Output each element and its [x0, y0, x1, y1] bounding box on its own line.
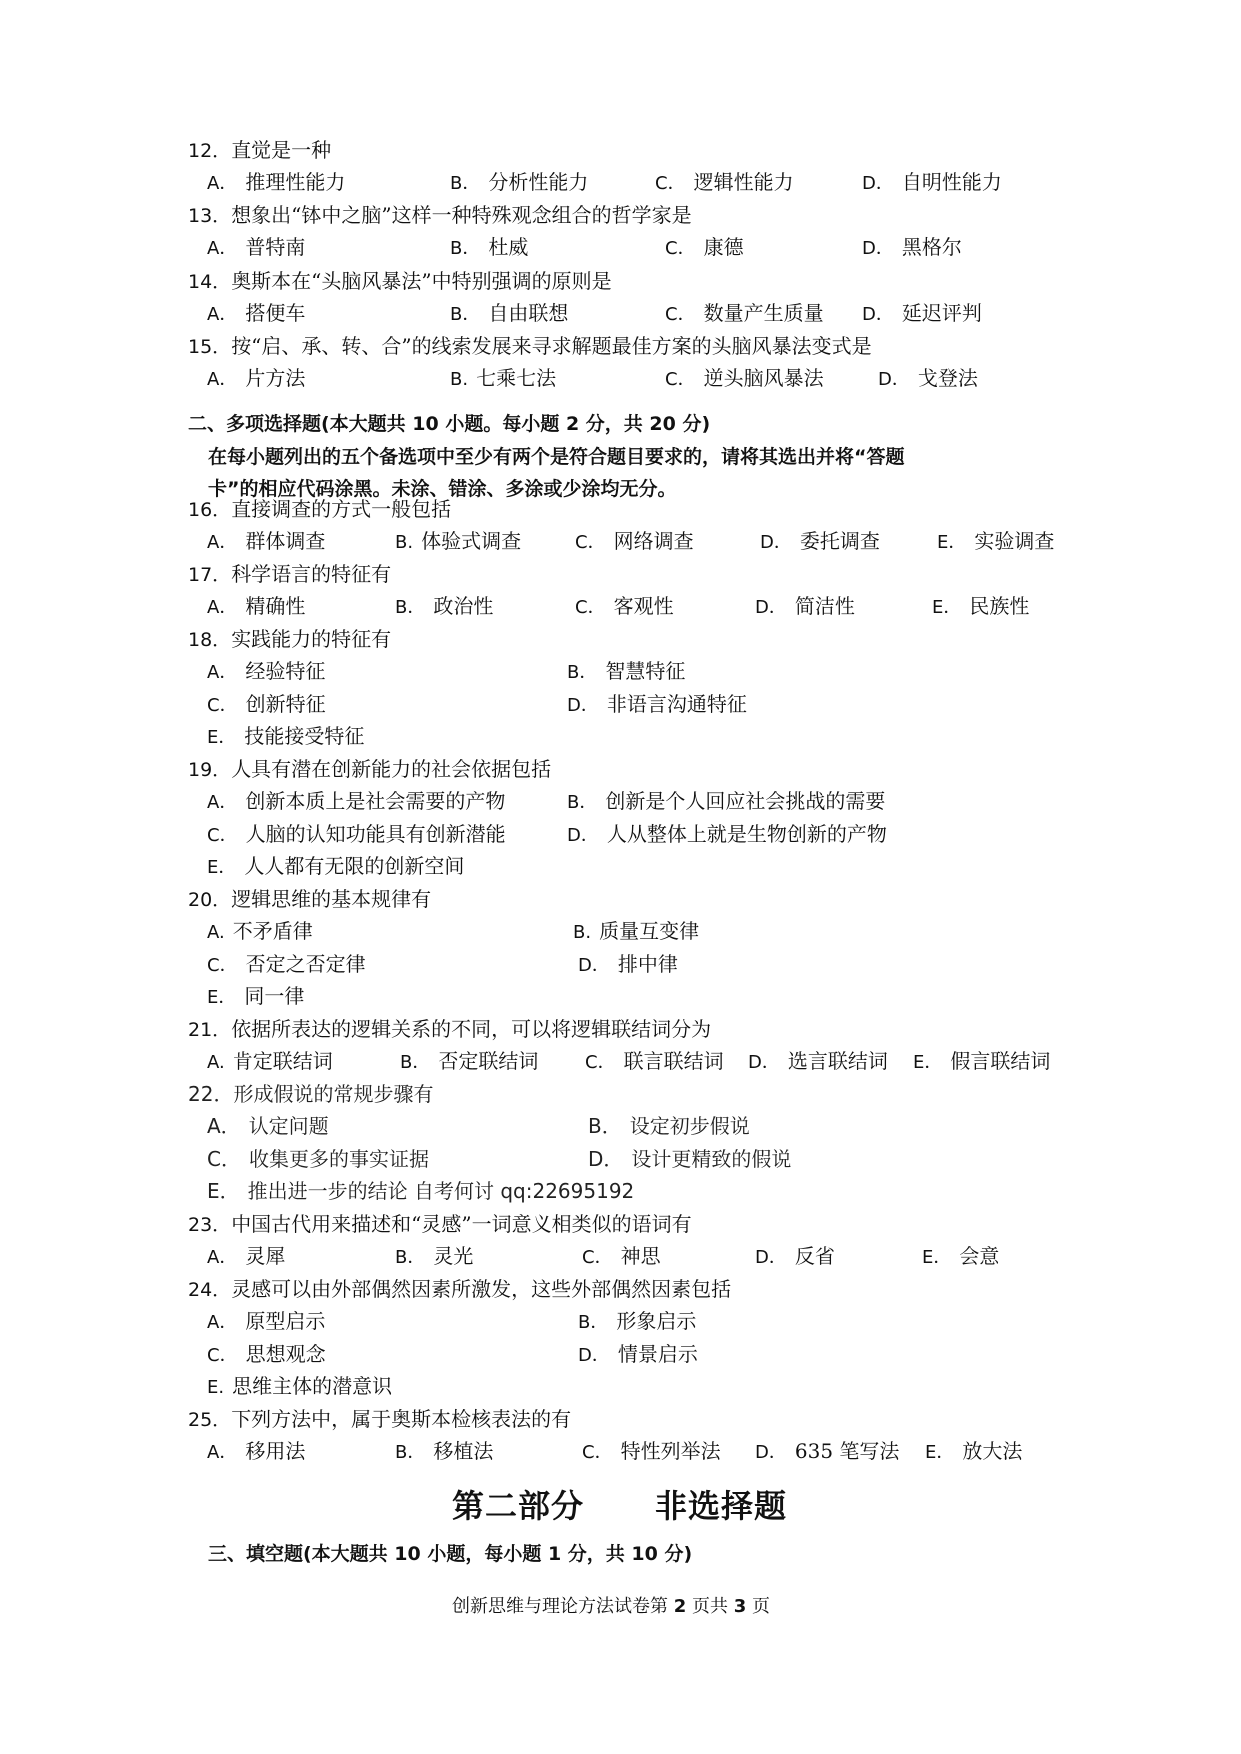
option-letter: D．	[862, 304, 894, 325]
question-number: 17．	[188, 564, 232, 586]
option-text: 智慧特征	[605, 659, 686, 683]
answer-option	[395, 1242, 473, 1272]
option-letter: A.	[207, 922, 225, 943]
answer-option	[450, 299, 568, 329]
option-letter: D．	[755, 597, 787, 618]
option-text: 收集更多的事实证据	[248, 1146, 429, 1171]
option-text: 思想观念	[245, 1341, 326, 1366]
option-text: 设定初步假说	[629, 1114, 750, 1138]
question-text: 下列方法中，属于奥斯本检核表法的有	[231, 1407, 572, 1431]
option-text: 人从整体上就是生物创新的产物	[606, 821, 887, 846]
option-letter: A.	[207, 1052, 225, 1073]
answer-option	[925, 1437, 1022, 1467]
question-text: 逻辑思维的基本规律有	[231, 887, 432, 911]
option-text: 思维主体的潜意识	[232, 1374, 393, 1398]
question-text: 奥斯本在“头脑风暴法”中特别强调的原则是	[231, 269, 612, 293]
question-text: 灵感可以由外部偶然因素所激发，这些外部偶然因素包括	[231, 1277, 732, 1301]
question-number: 15．	[188, 336, 232, 358]
answer-option	[207, 722, 364, 752]
option-text: 推出进一步的结论 自考何讨 qq:22695192	[247, 1179, 635, 1203]
option-letter: C．	[582, 1247, 613, 1268]
option-text: 七乘七法	[476, 366, 557, 390]
answer-option	[575, 527, 694, 557]
option-letter: B．	[588, 1114, 622, 1138]
option-letter: C．	[585, 1052, 616, 1073]
option-text: 放大法	[962, 1439, 1023, 1463]
answer-option	[450, 233, 528, 263]
answer-option	[207, 168, 345, 198]
option-text: 不矛盾律	[232, 919, 313, 943]
option-text: 简洁性	[794, 594, 855, 618]
option-letter: C．	[575, 597, 606, 618]
option-text: 数量产生质量	[703, 301, 824, 325]
option-letter: D．	[588, 1146, 624, 1171]
answer-option	[665, 364, 824, 394]
option-letter: A．	[207, 369, 238, 390]
answer-option	[913, 1047, 1050, 1077]
option-text: 肯定联结词	[232, 1049, 333, 1073]
option-letter: C．	[575, 532, 606, 553]
option-letter: A．	[207, 662, 238, 683]
answer-option	[862, 233, 962, 263]
question-number: 16．	[188, 499, 232, 521]
option-text: 经验特征	[245, 659, 326, 683]
answer-option	[582, 1242, 661, 1272]
option-text: 人人都有无限的创新空间	[244, 854, 465, 878]
option-text: 政治性	[433, 594, 494, 618]
answer-option	[207, 527, 325, 557]
question-stem	[188, 1275, 731, 1304]
option-letter: E．	[207, 1179, 240, 1203]
option-letter: B．	[567, 792, 598, 813]
answer-option	[755, 1437, 899, 1467]
option-letter: B.	[450, 369, 469, 390]
option-text: 原型启示	[245, 1309, 326, 1333]
question-stem	[188, 201, 692, 230]
question-text: 中国古代用来描述和“灵感”一词意义相类似的语词有	[231, 1212, 692, 1236]
answer-option	[578, 1340, 698, 1370]
option-text: 创新是个人回应社会挑战的需要	[605, 789, 886, 813]
part-title: 第二部分	[452, 1487, 585, 1525]
option-text: 同一律	[244, 984, 305, 1008]
question-number: 21．	[188, 1019, 232, 1041]
option-text: 戈登法	[917, 366, 978, 390]
answer-option	[207, 820, 506, 850]
option-letter: C．	[207, 1344, 238, 1366]
option-text: 逻辑性能力	[693, 170, 794, 194]
answer-option	[755, 1242, 835, 1272]
answer-option	[207, 787, 505, 817]
answer-option	[655, 168, 794, 198]
answer-option	[207, 364, 305, 394]
question-text: 实践能力的特征有	[231, 627, 392, 651]
option-text: 片方法	[245, 366, 306, 390]
option-letter: C．	[665, 238, 696, 259]
answer-option	[207, 1372, 392, 1402]
option-letter: D．	[760, 532, 792, 553]
answer-option	[207, 1177, 634, 1205]
option-text: 网络调查	[613, 529, 694, 553]
answer-option	[207, 1307, 325, 1337]
option-letter: C．	[582, 1442, 613, 1463]
answer-option	[578, 1307, 696, 1337]
question-stem	[188, 267, 612, 296]
option-letter: C．	[207, 824, 238, 846]
answer-option	[207, 233, 305, 263]
option-letter: E．	[922, 1247, 952, 1268]
option-text: 杜威	[488, 235, 529, 259]
option-letter: E．	[937, 532, 967, 553]
section-heading: 三、填空题(本大题共 10 小题，每小题 1 分，共 10 分)	[208, 1543, 693, 1565]
option-letter: B．	[395, 597, 426, 618]
option-letter: B.	[573, 922, 592, 943]
option-text: 推理性能力	[245, 170, 346, 194]
option-text: 逆头脑风暴法	[703, 366, 824, 390]
option-letter: E．	[925, 1442, 955, 1463]
question-number: 25．	[188, 1409, 232, 1431]
option-text: 排中律	[617, 951, 678, 976]
option-text: 委托调查	[799, 529, 880, 553]
answer-option	[207, 592, 305, 622]
question-stem	[188, 1080, 433, 1108]
answer-option	[207, 1145, 429, 1173]
footer-text: 页共	[686, 1596, 734, 1617]
option-text: 灵犀	[245, 1244, 286, 1268]
option-letter: D．	[862, 238, 894, 259]
question-number: 24．	[188, 1279, 232, 1301]
option-text: 设计更精致的假说	[631, 1146, 792, 1171]
answer-option	[207, 1112, 329, 1140]
answer-option	[207, 852, 464, 882]
option-letter: A．	[207, 173, 238, 194]
answer-option	[395, 527, 521, 557]
option-text: 搭便车	[245, 301, 306, 325]
answer-option	[207, 917, 313, 947]
option-letter: D．	[567, 824, 599, 846]
option-letter: D．	[748, 1052, 780, 1073]
option-text: 移植法	[433, 1439, 494, 1463]
option-text: 特性列举法	[620, 1439, 721, 1463]
option-text: 灵光	[433, 1244, 474, 1268]
answer-option	[207, 299, 305, 329]
footer-text: 创新思维与理论方法试卷第	[452, 1596, 674, 1617]
option-text: 群体调查	[245, 529, 326, 553]
answer-option	[207, 1047, 333, 1077]
option-letter: B.	[395, 532, 414, 553]
answer-option	[665, 299, 824, 329]
question-number: 22．	[188, 1082, 234, 1106]
answer-option	[862, 168, 1002, 198]
question-text: 科学语言的特征有	[231, 562, 392, 586]
option-text: 非语言沟通特征	[606, 691, 747, 716]
option-text: 延迟评判	[901, 301, 982, 325]
answer-option	[207, 982, 304, 1012]
option-letter: E．	[932, 597, 962, 618]
answer-option	[207, 1437, 305, 1467]
option-letter: C．	[207, 1146, 241, 1171]
option-text: 创新特征	[245, 691, 326, 716]
question-stem	[188, 332, 872, 361]
option-letter: C．	[665, 304, 696, 325]
question-stem	[188, 1405, 571, 1434]
option-text: 人脑的认知功能具有创新潜能	[245, 821, 506, 846]
option-letter: D．	[567, 694, 599, 716]
option-text: 精确性	[245, 594, 306, 618]
question-number: 20．	[188, 889, 232, 911]
option-text: 联言联结词	[623, 1049, 724, 1073]
footer-total-pages: 3	[733, 1596, 747, 1617]
question-text: 直觉是一种	[231, 138, 332, 162]
page-footer	[452, 1592, 770, 1618]
option-text: 普特南	[245, 235, 306, 259]
option-letter: E．	[207, 727, 237, 748]
section-instruction: 卡”的相应代码涂黑。未涂、错涂、多涂或少涂均无分。	[208, 478, 677, 500]
answer-option	[760, 527, 880, 557]
option-letter: D．	[755, 1247, 787, 1268]
option-letter: C．	[665, 369, 696, 390]
option-text: 民族性	[969, 594, 1030, 618]
option-text: 形象启示	[616, 1309, 697, 1333]
option-text: 否定之否定律	[245, 951, 366, 976]
option-text: 自明性能力	[901, 170, 1002, 194]
option-text: 情景启示	[617, 1341, 698, 1366]
answer-option	[450, 168, 588, 198]
answer-option	[567, 657, 685, 687]
option-letter: E．	[207, 857, 237, 878]
option-text: 神思	[620, 1244, 661, 1268]
answer-option	[665, 233, 744, 263]
option-letter: A．	[207, 532, 238, 553]
question-stem	[188, 755, 551, 784]
question-stem	[188, 625, 391, 654]
answer-option	[400, 1047, 538, 1077]
question-text: 人具有潜在创新能力的社会依据包括	[231, 757, 552, 781]
answer-option	[567, 690, 747, 720]
footer-text: 页	[746, 1596, 770, 1617]
option-letter: B．	[450, 173, 481, 194]
option-text: 反省	[794, 1244, 835, 1268]
answer-option	[573, 917, 699, 947]
answer-option	[207, 690, 326, 720]
answer-option	[578, 950, 678, 980]
option-letter: D．	[878, 369, 910, 390]
option-text: 体验式调查	[421, 529, 522, 553]
question-text: 形成假说的常规步骤有	[233, 1082, 434, 1106]
option-letter: B．	[400, 1052, 431, 1073]
question-stem	[188, 1210, 692, 1239]
answer-option	[588, 1145, 791, 1173]
option-letter: E．	[913, 1052, 943, 1073]
option-letter: D．	[578, 1344, 610, 1366]
question-stem	[188, 560, 391, 589]
option-text: 创新本质上是社会需要的产物	[245, 789, 506, 813]
question-number: 23．	[188, 1214, 232, 1236]
answer-option	[450, 364, 556, 394]
answer-option	[207, 1340, 326, 1370]
question-stem	[188, 885, 431, 914]
option-text: 会意	[959, 1244, 1000, 1268]
option-letter: E.	[207, 1377, 225, 1398]
answer-option	[755, 592, 855, 622]
answer-option	[207, 657, 325, 687]
option-text: 假言联结词	[950, 1049, 1051, 1073]
option-letter: C．	[207, 954, 238, 976]
answer-option	[937, 527, 1054, 557]
answer-option	[207, 950, 366, 980]
part-subtitle: 非选择题	[655, 1487, 788, 1525]
answer-option	[748, 1047, 888, 1077]
option-letter: A．	[207, 1312, 238, 1333]
option-letter: D．	[862, 173, 894, 194]
question-text: 依据所表达的逻辑关系的不同，可以将逻辑联结词分为	[231, 1017, 712, 1041]
answer-option	[567, 787, 885, 817]
question-text: 想象出“钵中之脑”这样一种特殊观念组合的哲学家是	[231, 203, 692, 227]
answer-option	[582, 1437, 721, 1467]
question-number: 13．	[188, 205, 232, 227]
option-letter: A．	[207, 1247, 238, 1268]
option-text: 选言联结词	[787, 1049, 888, 1073]
option-text: 技能接受特征	[244, 724, 365, 748]
option-letter: A．	[207, 1442, 238, 1463]
option-letter: E．	[207, 987, 237, 1008]
answer-option	[932, 592, 1029, 622]
option-text: 康德	[703, 235, 744, 259]
footer-page-number: 2	[673, 1596, 687, 1617]
option-text: 实验调查	[974, 529, 1055, 553]
option-text: 认定问题	[248, 1114, 329, 1138]
option-letter: A．	[207, 238, 238, 259]
option-text: 移用法	[245, 1439, 306, 1463]
question-number: 14．	[188, 271, 232, 293]
answer-option	[588, 1112, 750, 1140]
question-stem	[188, 1015, 711, 1044]
answer-option	[567, 820, 887, 850]
option-letter: D．	[578, 954, 610, 976]
option-letter: B．	[395, 1247, 426, 1268]
option-letter: B．	[450, 304, 481, 325]
answer-option	[922, 1242, 999, 1272]
option-text: 质量互变律	[599, 919, 700, 943]
answer-option	[395, 1437, 493, 1467]
option-text: 黑格尔	[901, 235, 962, 259]
question-number: 12．	[188, 140, 232, 162]
option-letter: B．	[450, 238, 481, 259]
question-number: 18．	[188, 629, 232, 651]
answer-option	[878, 364, 978, 394]
option-letter: A．	[207, 304, 238, 325]
answer-option	[585, 1047, 724, 1077]
answer-option	[575, 592, 674, 622]
answer-option	[862, 299, 982, 329]
section-heading: 二、多项选择题(本大题共 10 小题。每小题 2 分，共 20 分)	[188, 413, 711, 435]
answer-option	[395, 592, 493, 622]
option-letter: A．	[207, 792, 238, 813]
option-letter: B．	[395, 1442, 426, 1463]
answer-option	[207, 1242, 285, 1272]
option-letter: A．	[207, 597, 238, 618]
option-letter: B．	[567, 662, 598, 683]
option-letter: C．	[655, 173, 686, 194]
question-text: 直接调查的方式一般包括	[231, 497, 452, 521]
option-letter: B．	[578, 1312, 609, 1333]
question-stem	[188, 136, 331, 165]
question-text: 按“启、承、转、合”的线索发展来寻求解题最佳方案的头脑风暴法变式是	[231, 334, 872, 358]
question-number: 19．	[188, 759, 232, 781]
option-text: 自由联想	[488, 301, 569, 325]
option-letter: C．	[207, 694, 238, 716]
option-letter: D．	[755, 1442, 787, 1463]
option-letter: A．	[207, 1114, 241, 1138]
option-text: 客观性	[613, 594, 674, 618]
option-text: 否定联结词	[438, 1049, 539, 1073]
section-instruction: 在每小题列出的五个备选项中至少有两个是符合题目要求的，请将其选出并将“答题	[208, 446, 905, 468]
option-text: 635 笔写法	[794, 1439, 900, 1463]
option-text: 分析性能力	[488, 170, 589, 194]
